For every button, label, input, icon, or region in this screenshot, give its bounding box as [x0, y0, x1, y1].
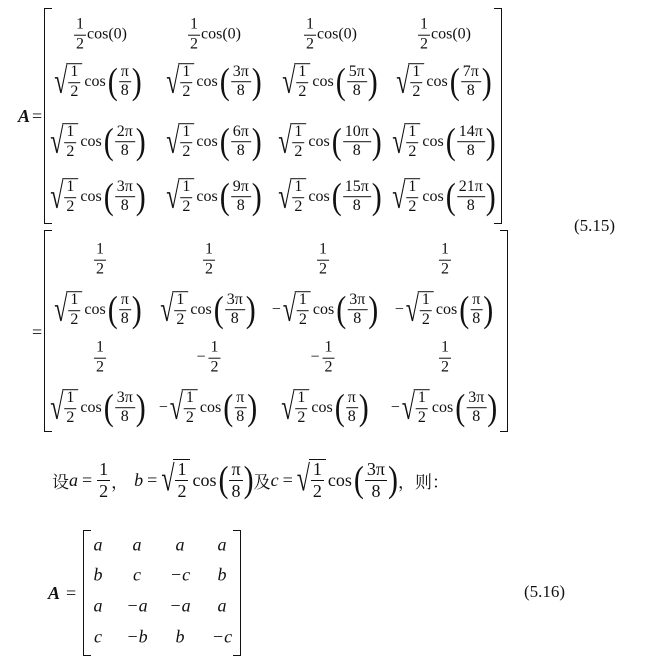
square-root: √ $\frac{1}{2}$	[50, 123, 78, 161]
var-c: c	[270, 469, 279, 490]
matrix-cell: a	[93, 534, 103, 555]
radical-sign-icon: √	[160, 290, 174, 330]
square-root: √ $\frac{1}{2}$	[161, 459, 190, 501]
radical-sign-icon: √	[166, 177, 180, 217]
radical-sign-icon: √	[278, 122, 292, 162]
matrix-cell: √ $\frac{1}{2}$ cos ( $\frac{\pi}{8}$ )	[54, 63, 142, 101]
matrix-cell: a	[93, 595, 103, 616]
matrix-cell: √ $\frac{1}{2}$ cos ( $\frac{3\pi}{8}$ )	[50, 389, 146, 427]
matrix-symbol-a: A	[18, 106, 31, 126]
matrix-cell: − $\frac{1}{2}$	[310, 338, 333, 376]
matrix-cell: −b	[126, 626, 148, 647]
square-root: √ $\frac{1}{2}$	[54, 291, 82, 329]
matrix-cell: c	[133, 564, 141, 585]
matrix-cell: − $\frac{1}{2}$	[196, 338, 219, 376]
matrix-cell: √ $\frac{1}{2}$ cos ( $\frac{3\pi}{8}$ )	[166, 63, 262, 101]
equals-sign: =	[66, 583, 77, 603]
matrix-cell	[417, 17, 471, 54]
matrix-cell	[303, 17, 357, 54]
matrix-cell: $\frac{1}{2}$	[319, 240, 327, 278]
matrix-cell: −c	[169, 564, 191, 585]
matrix-cell: √ $\frac{1}{2}$ cos ( $\frac{7\pi}{8}$ )	[396, 63, 492, 101]
var-a: a	[69, 469, 78, 490]
matrix-cell: c	[94, 626, 102, 647]
square-root: √ $\frac{1}{2}$	[54, 63, 82, 101]
matrix-cell: √ $\frac{1}{2}$ cos ( $\frac{2\pi}{8}$ )	[50, 123, 146, 161]
square-root: √ $\frac{1}{2}$	[282, 63, 310, 101]
matrix-cell: a	[217, 595, 227, 616]
matrix-cell: $\frac{1}{2}$	[205, 240, 213, 278]
square-root: √ $\frac{1}{2}$	[50, 389, 78, 427]
radical-sign-icon: √	[282, 290, 296, 330]
square-root: √ $\frac{1}{2}$	[396, 63, 424, 101]
square-root: √ $\frac{1}{2}$	[170, 389, 198, 427]
matrix-cell: −c	[211, 626, 233, 647]
matrix-cell: − √ $\frac{1}{2}$ cos ( $\frac{3\pi}{8}$ )	[272, 291, 379, 329]
equals-sign: =	[82, 469, 93, 490]
definition-sentence: 设 a = $\frac{1}{2}$ ， b = √ $\frac{1}{2}$ cos ( $\frac{\pi}{8}$ ) 及 c = √ $\frac{1}{2}$ cos ( $\frac{3\pi}{8}$ ) ，则：	[52, 458, 449, 502]
radical-sign-icon: √	[54, 290, 68, 330]
fraction: $\frac{1}{2}$	[190, 15, 199, 53]
square-root: √ $\frac{1}{2}$	[392, 178, 420, 216]
radical-sign-icon: √	[166, 62, 180, 102]
equals-sign: =	[147, 469, 158, 490]
fraction: $\frac{1}{2}$	[420, 15, 429, 53]
square-root: √ $\frac{1}{2}$	[406, 291, 434, 329]
matrix-cell: $\frac{1}{2}$	[441, 338, 449, 376]
square-root: √ $\frac{1}{2}$	[166, 63, 194, 101]
separator: ，	[111, 472, 129, 493]
matrix-cell: − √ $\frac{1}{2}$ cos ( $\frac{\pi}{8}$ )	[159, 389, 258, 427]
bracket-right	[500, 230, 508, 432]
matrix-cell: a	[132, 534, 142, 555]
radical-sign-icon: √	[392, 177, 406, 217]
cosine-term: cos(0)	[431, 26, 471, 43]
radical-sign-icon: √	[161, 460, 175, 500]
radical-sign-icon: √	[278, 177, 292, 217]
equals-sign: =	[32, 322, 43, 342]
radical-sign-icon: √	[401, 388, 415, 428]
matrix-cell: $\frac{1}{2}$	[96, 240, 104, 278]
square-root: √ $\frac{1}{2}$	[281, 389, 309, 427]
radical-sign-icon: √	[282, 62, 296, 102]
matrix-cell: √ $\frac{1}{2}$ cos ( $\frac{5\pi}{8}$ )	[282, 63, 378, 101]
equals-sign: =	[32, 106, 43, 126]
cosine-term: cos(0)	[317, 26, 357, 43]
var-b: b	[134, 469, 144, 490]
bracket-left	[83, 530, 91, 656]
square-root: √ $\frac{1}{2}$	[278, 123, 306, 161]
matrix-cell: − √ $\frac{1}{2}$ cos ( $\frac{\pi}{8}$ )	[395, 291, 494, 329]
matrix-cell: √ $\frac{1}{2}$ cos ( $\frac{\pi}{8}$ )	[54, 291, 142, 329]
matrix-cell: √ $\frac{1}{2}$ cos ( $\frac{9\pi}{8}$ )	[166, 178, 262, 216]
cosine-term: cos(0)	[87, 26, 127, 43]
matrix-cell: −a	[169, 595, 191, 616]
equation-number: (5.16)	[524, 582, 566, 601]
radical-sign-icon: √	[296, 460, 310, 500]
matrix-cell	[73, 17, 127, 54]
matrix-cell: b	[217, 564, 227, 585]
fraction: $\frac{1}{2}$	[306, 15, 315, 53]
matrix-cell: √ $\frac{1}{2}$ cos ( $\frac{6\pi}{8}$ )	[166, 123, 262, 161]
matrix-cell: a	[217, 534, 227, 555]
square-root: √ $\frac{1}{2}$	[402, 389, 430, 427]
square-root: √ $\frac{1}{2}$	[297, 459, 326, 501]
square-root: √ $\frac{1}{2}$	[166, 123, 194, 161]
bracket-right	[233, 530, 241, 656]
text-ji: 及	[253, 472, 271, 493]
radical-sign-icon: √	[169, 388, 183, 428]
matrix-cell: a	[175, 534, 185, 555]
matrix-symbol-a: A	[48, 583, 61, 603]
matrix-cell: √ $\frac{1}{2}$ cos ( $\frac{15\pi}{8}$ )	[278, 178, 382, 216]
matrix-cell: − √ $\frac{1}{2}$ cos ( $\frac{3\pi}{8}$ )	[391, 389, 498, 427]
matrix-cell: $\frac{1}{2}$	[96, 338, 104, 376]
radical-sign-icon: √	[392, 122, 406, 162]
matrix-cell: √ $\frac{1}{2}$ cos ( $\frac{3\pi}{8}$ )	[50, 178, 146, 216]
matrix-cell: √ $\frac{1}{2}$ cos ( $\frac{14\pi}{8}$ )	[392, 123, 496, 161]
radical-sign-icon: √	[396, 62, 410, 102]
text-she: 设	[52, 472, 69, 493]
matrix-cell: b	[175, 626, 185, 647]
square-root: √ $\frac{1}{2}$	[283, 291, 311, 329]
fraction: $\frac{1}{2}$	[99, 458, 109, 501]
matrix-cell: √ $\frac{1}{2}$ cos ( $\frac{\pi}{8}$ )	[281, 389, 369, 427]
square-root: √ $\frac{1}{2}$	[160, 291, 188, 329]
matrix-cell	[187, 17, 241, 54]
radical-sign-icon: √	[405, 290, 419, 330]
equals-sign: =	[282, 469, 293, 490]
radical-sign-icon: √	[166, 122, 180, 162]
matrix-cell: √ $\frac{1}{2}$ cos ( $\frac{3\pi}{8}$ )	[160, 291, 256, 329]
radical-sign-icon: √	[50, 122, 64, 162]
square-root: √ $\frac{1}{2}$	[50, 178, 78, 216]
square-root: √ $\frac{1}{2}$	[278, 178, 306, 216]
radical-sign-icon: √	[50, 388, 64, 428]
matrix-cell: −a	[126, 595, 148, 616]
text-ze: ，则：	[398, 472, 449, 493]
square-root: √ $\frac{1}{2}$	[392, 123, 420, 161]
radical-sign-icon: √	[54, 62, 68, 102]
matrix-cell: b	[93, 564, 103, 585]
matrix-cell: √ $\frac{1}{2}$ cos ( $\frac{10\pi}{8}$ )	[278, 123, 382, 161]
square-root: √ $\frac{1}{2}$	[166, 178, 194, 216]
radical-sign-icon: √	[50, 177, 64, 217]
fraction: $\frac{1}{2}$	[76, 15, 85, 53]
radical-sign-icon: √	[281, 388, 295, 428]
matrix-cell: √ $\frac{1}{2}$ cos ( $\frac{21\pi}{8}$ )	[392, 178, 496, 216]
cosine-term: cos(0)	[201, 26, 241, 43]
equation-number: (5.15)	[574, 216, 616, 235]
matrix-cell: $\frac{1}{2}$	[441, 240, 449, 278]
